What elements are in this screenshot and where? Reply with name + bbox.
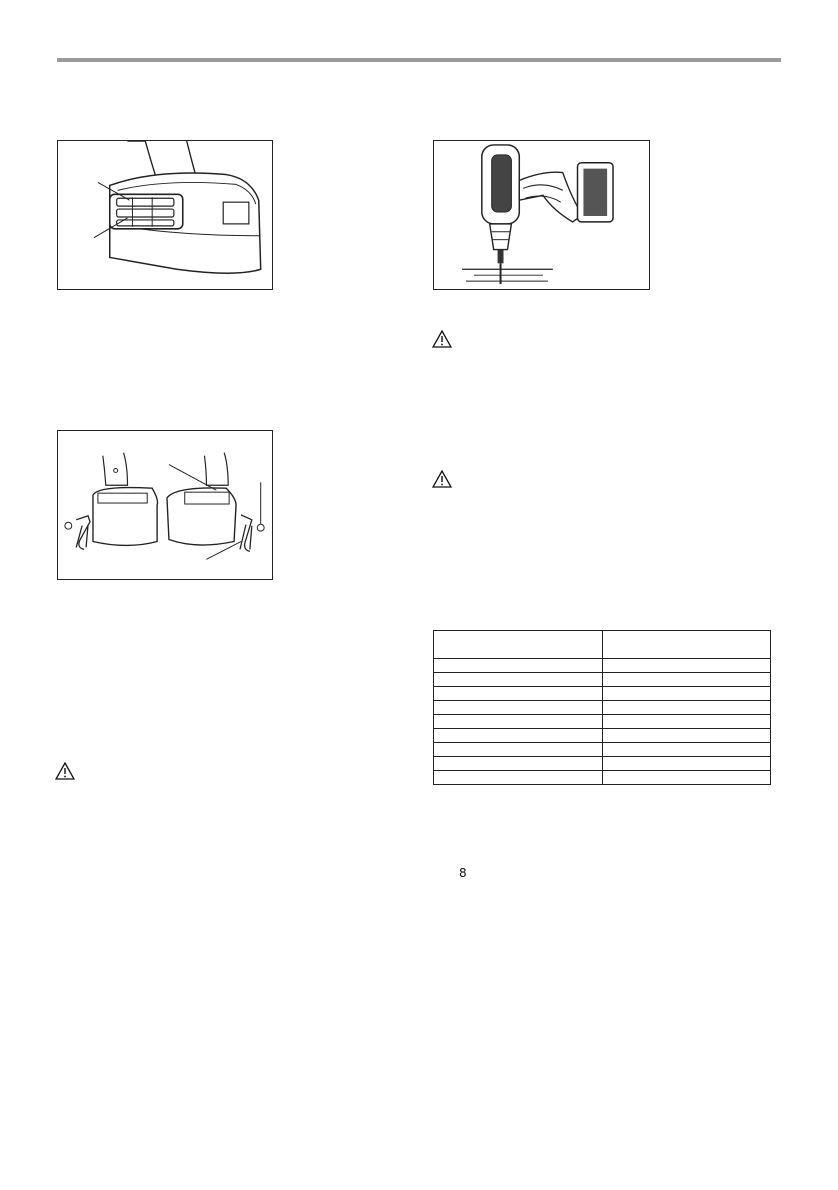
- table-cell: [434, 743, 603, 757]
- table-cell: [603, 757, 771, 771]
- table-row: [434, 729, 771, 743]
- battery-lamp-illustration: [58, 141, 272, 289]
- table-cell: [603, 687, 771, 701]
- table-cell: [434, 715, 603, 729]
- warning-triangle-icon: [432, 470, 452, 488]
- screwdriving-operation-figure: [433, 140, 650, 290]
- table-row: [434, 715, 771, 729]
- table-cell: [603, 659, 771, 673]
- table-row: [434, 687, 771, 701]
- battery-indicator-figure: [57, 140, 273, 290]
- table-cell: [434, 757, 603, 771]
- table-row: [434, 701, 771, 715]
- table-cell: [434, 659, 603, 673]
- table-cell: [434, 729, 603, 743]
- table-cell: [603, 715, 771, 729]
- table-row: [434, 659, 771, 673]
- hook-screw-illustration: [58, 431, 272, 579]
- table-cell: [434, 673, 603, 687]
- table-cell: [603, 771, 771, 785]
- specification-table: [433, 630, 771, 785]
- table-cell: [603, 701, 771, 715]
- table-header-row: [434, 631, 771, 659]
- drill-driving-screw-illustration: [434, 141, 649, 289]
- table-cell: [434, 771, 603, 785]
- table-row: [434, 757, 771, 771]
- warning-triangle-icon: [55, 762, 75, 780]
- header-rule: [57, 58, 781, 62]
- table-row: [434, 771, 771, 785]
- table-cell: [434, 701, 603, 715]
- table-cell: [603, 729, 771, 743]
- table-row: [434, 673, 771, 687]
- table-row: [434, 743, 771, 757]
- warning-triangle-icon: [432, 330, 452, 348]
- table-cell: [603, 673, 771, 687]
- table-cell: [434, 687, 603, 701]
- table-header-cell: [434, 631, 603, 659]
- hook-installation-figure: [57, 430, 273, 580]
- table-cell: [603, 743, 771, 757]
- table-header-cell: [603, 631, 771, 659]
- stray-glyph: 8: [459, 866, 467, 880]
